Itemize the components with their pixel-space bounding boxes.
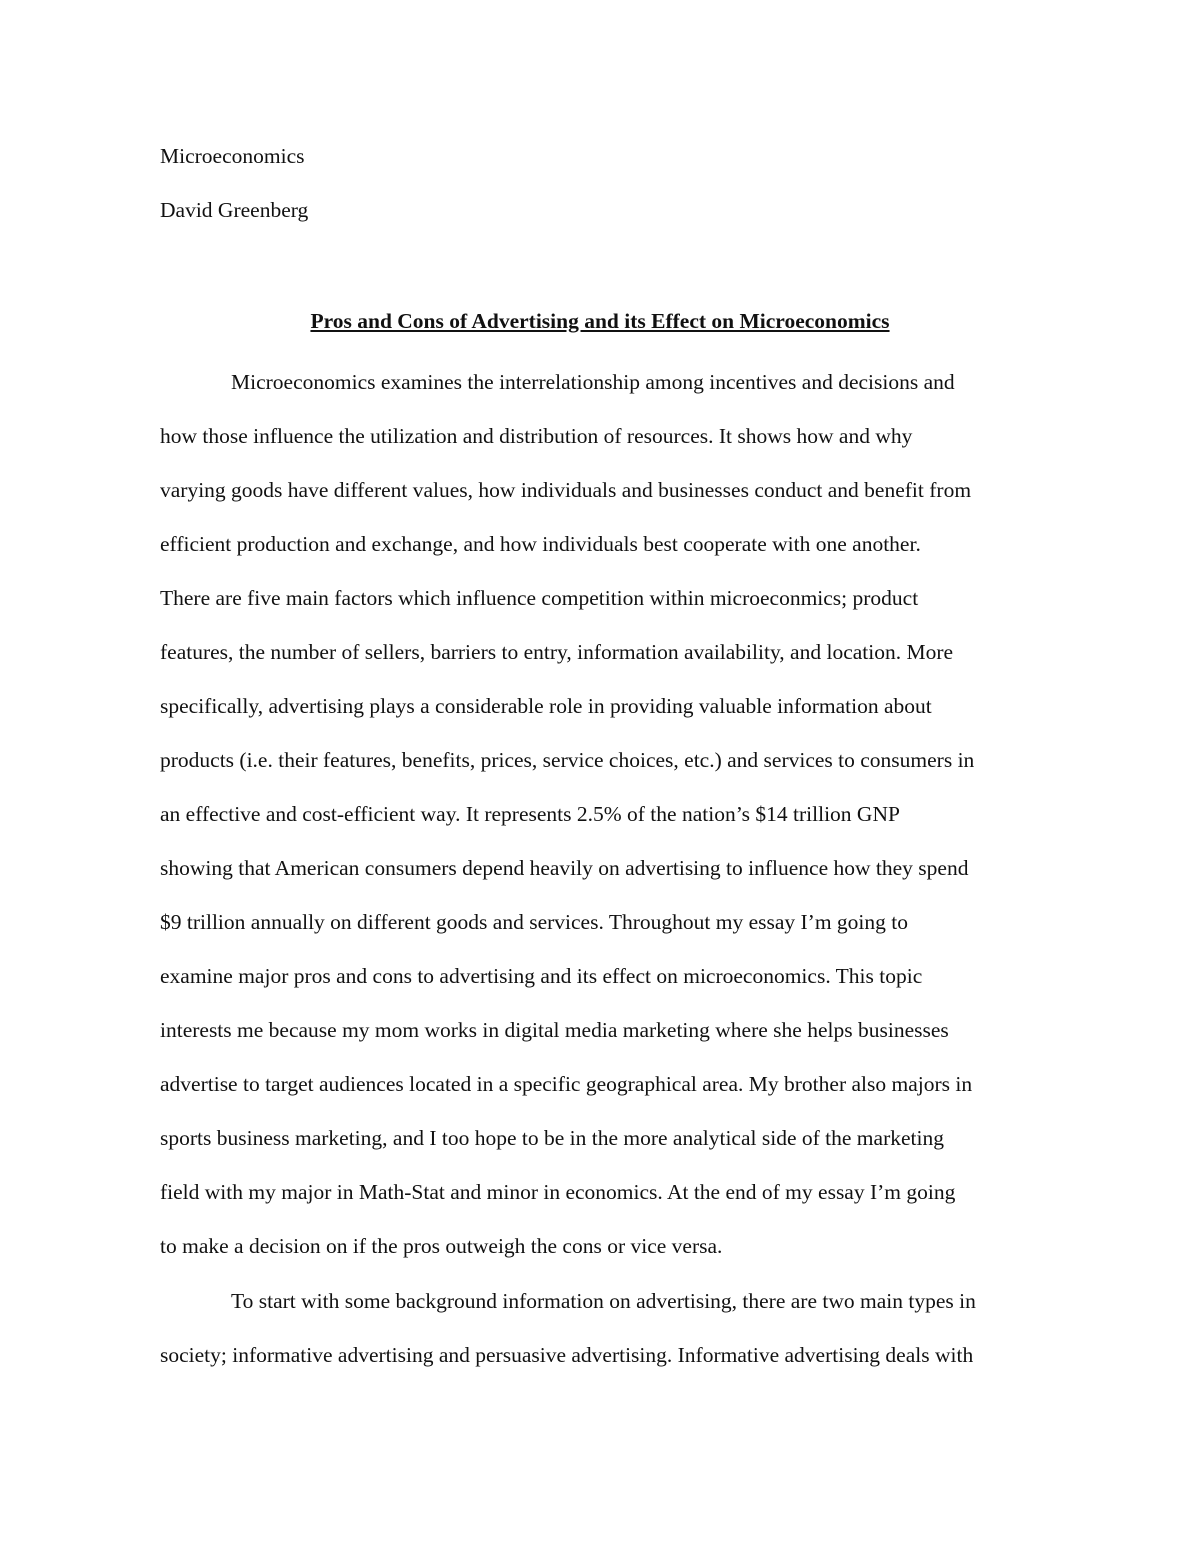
text-line: sports business marketing, and I too hope to be in the more analytical side of the marketing: [160, 1126, 944, 1150]
text-line: features, the number of sellers, barriers to entry, information availability, and location. More: [160, 640, 954, 664]
text-line: showing that American consumers depend heavily on advertising to influence how they spend: [160, 856, 969, 880]
text-line: There are five main factors which influence competition within microeconmics; product: [160, 586, 919, 610]
essay-title: Pros and Cons of Advertising and its Effect on Microeconomics: [310, 309, 890, 333]
text-line: examine major pros and cons to advertising and its effect on microeconomics. This topic: [160, 964, 923, 988]
author-name: David Greenberg: [160, 198, 309, 222]
text-line: Microeconomics examines the interrelationship among incentives and decisions and: [231, 370, 955, 394]
text-line: specifically, advertising plays a considerable role in providing valuable information about: [160, 694, 932, 718]
course-name: Microeconomics: [160, 144, 305, 168]
text-line: society; informative advertising and persuasive advertising. Informative advertising deals with: [160, 1343, 974, 1367]
text-line: varying goods have different values, how individuals and businesses conduct and benefit from: [160, 478, 972, 502]
text-line: products (i.e. their features, benefits, prices, service choices, etc.) and services to consumers in: [160, 748, 975, 772]
text-line: efficient production and exchange, and how individuals best cooperate with one another.: [160, 532, 921, 556]
text-line: interests me because my mom works in digital media marketing where she helps businesses: [160, 1018, 949, 1042]
text-line: $9 trillion annually on different goods and services. Throughout my essay I’m going to: [160, 910, 908, 934]
text-line: how those influence the utilization and distribution of resources. It shows how and why: [160, 424, 913, 448]
text-line: an effective and cost-efficient way. It represents 2.5% of the nation’s $14 trillion GNP: [160, 802, 900, 826]
text-line: field with my major in Math-Stat and minor in economics. At the end of my essay I’m going: [160, 1180, 956, 1204]
text-line: To start with some background information on advertising, there are two main types in: [231, 1289, 976, 1313]
text-line: to make a decision on if the pros outweigh the cons or vice versa.: [160, 1234, 723, 1258]
text-line: advertise to target audiences located in a specific geographical area. My brother also majors in: [160, 1072, 973, 1096]
